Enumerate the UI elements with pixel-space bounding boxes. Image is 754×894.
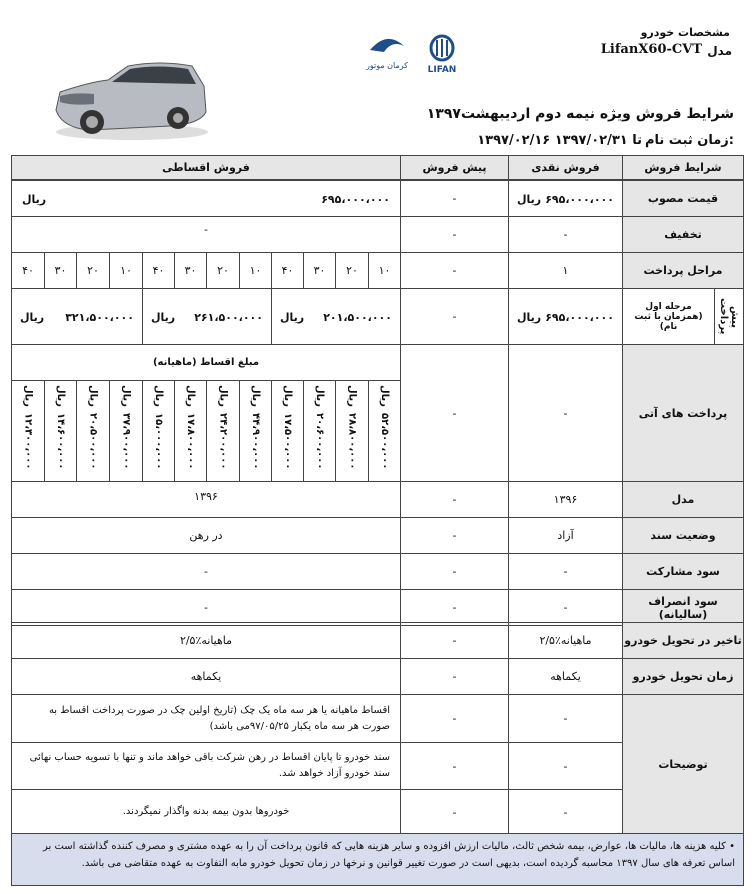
cash-model: ۱۳۹۶ bbox=[508, 481, 623, 518]
cash-first-cell bbox=[508, 288, 623, 345]
monthly-cell bbox=[174, 380, 207, 482]
plan-c-prepay-unit: ریال bbox=[20, 311, 45, 324]
cash-note-3: - bbox=[508, 789, 623, 835]
inst-doc: در رهن bbox=[11, 517, 401, 554]
monthly-amount: ۲۰،۶۰۰،۰۰۰ bbox=[314, 412, 325, 470]
cash-note-1: - bbox=[508, 694, 623, 743]
presale-note-1: - bbox=[400, 694, 509, 743]
monthly-cell bbox=[303, 380, 336, 482]
reg-time-value: ۱۳۹۷/۰۲/۱۶ تا ۱۳۹۷/۰۲/۳۱ bbox=[477, 133, 642, 148]
presale-note-2: - bbox=[400, 742, 509, 790]
cash-first: ۶۹۵،۰۰۰،۰۰۰ bbox=[545, 311, 614, 324]
presale-discount: - bbox=[400, 216, 509, 253]
cash-cancel: - bbox=[508, 589, 623, 626]
reg-time-label: زمان ثبت نام: bbox=[644, 133, 734, 148]
label-price: قیمت مصوب bbox=[622, 180, 744, 217]
monthly-amount: ۱۷،۸۰۰،۰۰۰ bbox=[185, 412, 196, 470]
inst-price: ۶۹۵،۰۰۰،۰۰۰ bbox=[321, 193, 390, 206]
label-delivery: زمان تحویل خودرو bbox=[622, 658, 744, 695]
inst-price-cell bbox=[11, 180, 401, 217]
plan-b-prepay: ۲۶۱،۵۰۰،۰۰۰ bbox=[194, 311, 263, 324]
monthly-cell bbox=[109, 380, 143, 482]
monthly-cell bbox=[11, 380, 45, 482]
plan-a-month-4: ۴۰ bbox=[271, 252, 304, 289]
monthly-amount: ۱۴،۶۰۰،۰۰۰ bbox=[55, 412, 66, 470]
cash-delivery: یکماهه bbox=[508, 658, 623, 695]
monthly-cell bbox=[206, 380, 240, 482]
cash-price-unit: ریال bbox=[517, 193, 542, 206]
plan-c-month-4: ۴۰ bbox=[11, 252, 45, 289]
model-value: LifanX60-CVT bbox=[600, 42, 702, 57]
plan-a-prepay-unit: ریال bbox=[280, 311, 305, 324]
monthly-cell bbox=[335, 380, 369, 482]
footnote: • کلیه هزینه ها، مالیات ها، عوارض، بیمه شخص ثالث، مالیات ارزش افزوده و سایر هزینه هایی که قانون پرداخت آن را به عهده مشتری و مصرف کننده گذاشته است بر اساس تعرفه های سال ۱۳۹۷ محاسبه گردیده است، بدیهی است در صورت تغییر قوانین و نرخها در زمان تحویل خودرو مابه التفاوت به عهده متقاضی می باشد. bbox=[11, 833, 744, 886]
inst-partnership: - bbox=[11, 553, 401, 590]
spec-title: مشخصات خودرو bbox=[640, 26, 730, 39]
plan-b-prepay-unit: ریال bbox=[151, 311, 176, 324]
monthly-cell bbox=[76, 380, 110, 482]
cash-note-2: - bbox=[508, 742, 623, 790]
monthly-amount: ۴۴،۹۰۰،۰۰۰ bbox=[250, 412, 261, 470]
monthly-title: مبلغ اقساط (ماهیانه) bbox=[11, 344, 401, 381]
plan-b-month-3: ۳۰ bbox=[174, 252, 207, 289]
label-cancel: سود انصراف (سالیانه) bbox=[622, 589, 744, 626]
plan-b-month-1: ۱۰ bbox=[239, 252, 272, 289]
label-prepay-group: پیش پرداخت bbox=[718, 298, 740, 335]
monthly-unit: ریال bbox=[250, 385, 261, 407]
cash-price-cell bbox=[508, 180, 623, 217]
presale-note-3: - bbox=[400, 789, 509, 835]
header-conditions: شرایط فروش bbox=[622, 155, 744, 180]
kerman-motor-logo bbox=[362, 30, 412, 74]
plan-c-month-2: ۲۰ bbox=[76, 252, 110, 289]
kerman-logo-text: کرمان موتور bbox=[365, 61, 409, 70]
plan-a-month-1: ۱۰ bbox=[368, 252, 401, 289]
plan-a-prepay: ۲۰۱،۵۰۰،۰۰۰ bbox=[323, 311, 392, 324]
presale-stages: - bbox=[400, 252, 509, 289]
monthly-amount: ۱۵،۰۰۰،۰۰۰ bbox=[153, 412, 164, 470]
monthly-cell bbox=[239, 380, 272, 482]
monthly-unit: ریال bbox=[22, 385, 34, 407]
monthly-amount: ۲۸،۸۰۰،۰۰۰ bbox=[346, 412, 358, 470]
prepay-group-cell bbox=[714, 288, 744, 345]
cash-doc: آزاد bbox=[508, 517, 623, 554]
monthly-unit: ریال bbox=[120, 385, 132, 407]
monthly-cell bbox=[44, 380, 77, 482]
monthly-unit: ریال bbox=[282, 385, 293, 407]
presale-doc: - bbox=[400, 517, 509, 554]
monthly-unit: ریال bbox=[314, 385, 325, 407]
sale-title: شرایط فروش ویژه نیمه دوم اردیبهشت۱۳۹۷ bbox=[426, 106, 734, 122]
monthly-unit: ریال bbox=[217, 385, 229, 407]
label-discount: تخفیف bbox=[622, 216, 744, 253]
monthly-unit: ریال bbox=[346, 385, 358, 407]
car-image bbox=[50, 52, 210, 142]
label-future: پرداخت های آتی bbox=[622, 344, 744, 482]
cash-stages: ۱ bbox=[508, 252, 623, 289]
inst-discount: - bbox=[11, 216, 401, 253]
monthly-amount: ۲۴،۲۰۰،۰۰۰ bbox=[217, 412, 229, 470]
header-installment: فروش اقساطی bbox=[11, 155, 401, 180]
header-presale: پیش فروش bbox=[400, 155, 509, 180]
cash-first-unit: ریال bbox=[517, 311, 542, 324]
cash-future: - bbox=[508, 344, 623, 482]
sales-table bbox=[11, 155, 744, 886]
cash-partnership: - bbox=[508, 553, 623, 590]
label-delay: تاخیر در تحویل خودرو bbox=[622, 622, 744, 659]
monthly-amount: ۵۲،۵۰۰،۰۰۰ bbox=[379, 412, 390, 470]
inst-model: ۱۳۹۶ bbox=[11, 481, 401, 518]
monthly-unit: ریال bbox=[87, 385, 99, 407]
lifan-logo-text: LIFAN bbox=[427, 65, 457, 74]
label-doc: وضعیت سند bbox=[622, 517, 744, 554]
cash-delay: ۲/۵٪ماهیانه bbox=[508, 622, 623, 659]
monthly-unit: ریال bbox=[379, 385, 390, 407]
plan-b-month-4: ۴۰ bbox=[142, 252, 175, 289]
presale-delivery: - bbox=[400, 658, 509, 695]
label-stages: مراحل پرداخت bbox=[622, 252, 744, 289]
monthly-unit: ریال bbox=[55, 385, 66, 407]
cash-discount: - bbox=[508, 216, 623, 253]
inst-delivery: یکماهه bbox=[11, 658, 401, 695]
plan-b-prepay-cell bbox=[142, 288, 272, 345]
monthly-unit: ریال bbox=[153, 385, 164, 407]
cash-price: ۶۹۵،۰۰۰،۰۰۰ bbox=[545, 193, 614, 206]
plan-a-month-3: ۳۰ bbox=[303, 252, 336, 289]
presale-price: - bbox=[400, 180, 509, 217]
label-partnership: سود مشارکت bbox=[622, 553, 744, 590]
monthly-cell bbox=[142, 380, 175, 482]
presale-future: - bbox=[400, 344, 509, 482]
presale-model: - bbox=[400, 481, 509, 518]
monthly-cell bbox=[368, 380, 401, 482]
presale-cancel: - bbox=[400, 589, 509, 626]
monthly-amount: ۱۲،۳۰۰،۰۰۰ bbox=[22, 412, 34, 470]
header-cash: فروش نقدی bbox=[508, 155, 623, 180]
presale-partnership: - bbox=[400, 553, 509, 590]
monthly-unit: ریال bbox=[185, 385, 196, 407]
inst-cancel: - bbox=[11, 589, 401, 626]
inst-note-1: اقساط ماهیانه یا هر سه ماه یک چک (تاریخ اولین چک در صورت پرداخت اقساط به صورت هر سه ماه یکبار ۹۷/۰۵/۲۵می باشد) bbox=[11, 694, 401, 743]
plan-b-month-2: ۲۰ bbox=[206, 252, 240, 289]
label-model: مدل bbox=[622, 481, 744, 518]
plan-c-month-3: ۳۰ bbox=[44, 252, 77, 289]
plan-c-prepay-cell bbox=[11, 288, 143, 345]
monthly-amount: ۱۷،۵۰۰،۰۰۰ bbox=[282, 412, 293, 470]
inst-delay: ۲/۵٪ماهیانه bbox=[11, 622, 401, 659]
plan-c-month-1: ۱۰ bbox=[109, 252, 143, 289]
presale-delay: - bbox=[400, 622, 509, 659]
lifan-logo bbox=[420, 34, 464, 74]
label-first-stage: مرحله اول (همزمان با ثبت نام) bbox=[622, 288, 715, 345]
plan-a-prepay-cell bbox=[271, 288, 401, 345]
plan-c-prepay: ۳۲۱،۵۰۰،۰۰۰ bbox=[65, 311, 134, 324]
monthly-cell bbox=[271, 380, 304, 482]
model-label: مدل bbox=[707, 44, 732, 58]
monthly-amount: ۳۷،۹۰۰،۰۰۰ bbox=[120, 412, 132, 470]
plan-a-month-2: ۲۰ bbox=[335, 252, 369, 289]
label-notes: توضیحات bbox=[622, 694, 744, 835]
inst-note-2: سند خودرو تا پایان اقساط در رهن شرکت باقی خواهد ماند و تنها با تسویه حساب نهائی سند خودرو آزاد خواهد شد. bbox=[11, 742, 401, 790]
monthly-amount: ۲۰،۵۰۰،۰۰۰ bbox=[87, 412, 99, 470]
inst-price-unit: ریال bbox=[22, 193, 47, 206]
inst-note-3: خودروها بدون بیمه بدنه واگذار نمیگردند. bbox=[11, 789, 401, 835]
presale-first: - bbox=[400, 288, 509, 345]
